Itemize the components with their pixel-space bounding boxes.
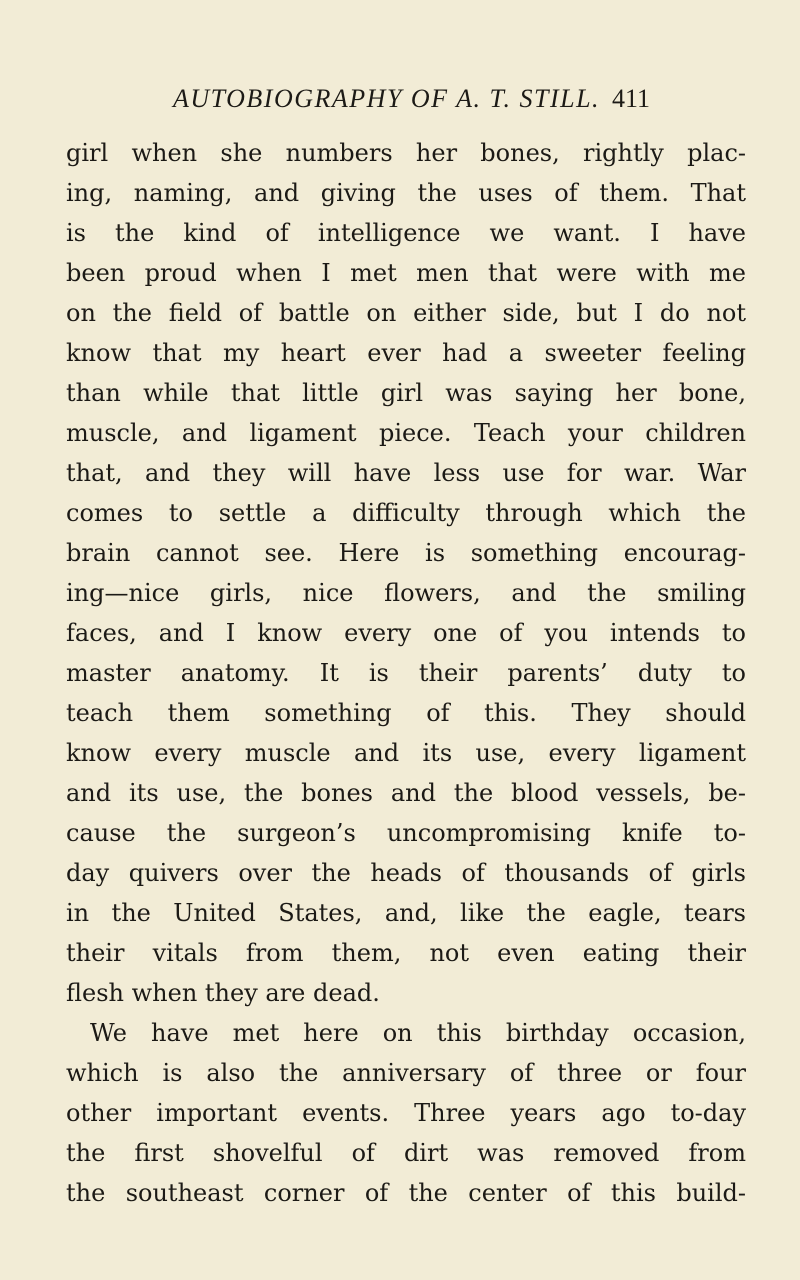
- text-line: brain cannot see. Here is something encourag-: [66, 539, 746, 567]
- text-line: and its use, the bones and the blood vessels, be-: [66, 779, 746, 807]
- text-line: day quivers over the heads of thousands of girls: [66, 859, 746, 887]
- paragraph-start-line: We have met here on this birthday occasion,: [90, 1019, 746, 1047]
- text-line: know every muscle and its use, every ligament: [66, 739, 746, 767]
- text-line: that, and they will have less use for war. War: [66, 459, 746, 487]
- text-line: girl when she numbers her bones, rightly plac-: [66, 139, 746, 167]
- text-line: know that my heart ever had a sweeter feeling: [66, 339, 746, 367]
- text-line: is the kind of intelligence we want. I have: [66, 219, 746, 247]
- text-line: the southeast corner of the center of this build-: [66, 1179, 746, 1207]
- text-line: faces, and I know every one of you intends to: [66, 619, 746, 647]
- paragraph-end-line: flesh when they are dead.: [66, 979, 380, 1007]
- text-line: ing, naming, and giving the uses of them. That: [66, 179, 746, 207]
- running-head: [0, 0, 800, 125]
- text-line: cause the surgeon’s uncompromising knife to-: [66, 819, 746, 847]
- text-line: teach them something of this. They should: [66, 699, 746, 727]
- text-line: comes to settle a difficulty through which the: [66, 499, 746, 527]
- page-number: 411: [612, 84, 651, 113]
- text-line: ing—nice girls, nice flowers, and the smiling: [66, 579, 746, 607]
- text-line: in the United States, and, like the eagle, tears: [66, 899, 746, 927]
- text-line: than while that little girl was saying her bone,: [66, 379, 746, 407]
- running-title: AUTOBIOGRAPHY OF A. T. STILL.: [173, 84, 601, 113]
- text-line: been proud when I met men that were with me: [66, 259, 746, 287]
- body-text: [66, 133, 746, 1213]
- text-line: other important events. Three years ago to-day: [66, 1099, 746, 1127]
- text-line: muscle, and ligament piece. Teach your children: [66, 419, 746, 447]
- text-line: which is also the anniversary of three or four: [66, 1059, 746, 1087]
- text-line: their vitals from them, not even eating their: [66, 939, 746, 967]
- text-line: the first shovelful of dirt was removed from: [66, 1139, 746, 1167]
- text-line: on the field of battle on either side, but I do not: [66, 299, 746, 327]
- text-line: master anatomy. It is their parents’ duty to: [66, 659, 746, 687]
